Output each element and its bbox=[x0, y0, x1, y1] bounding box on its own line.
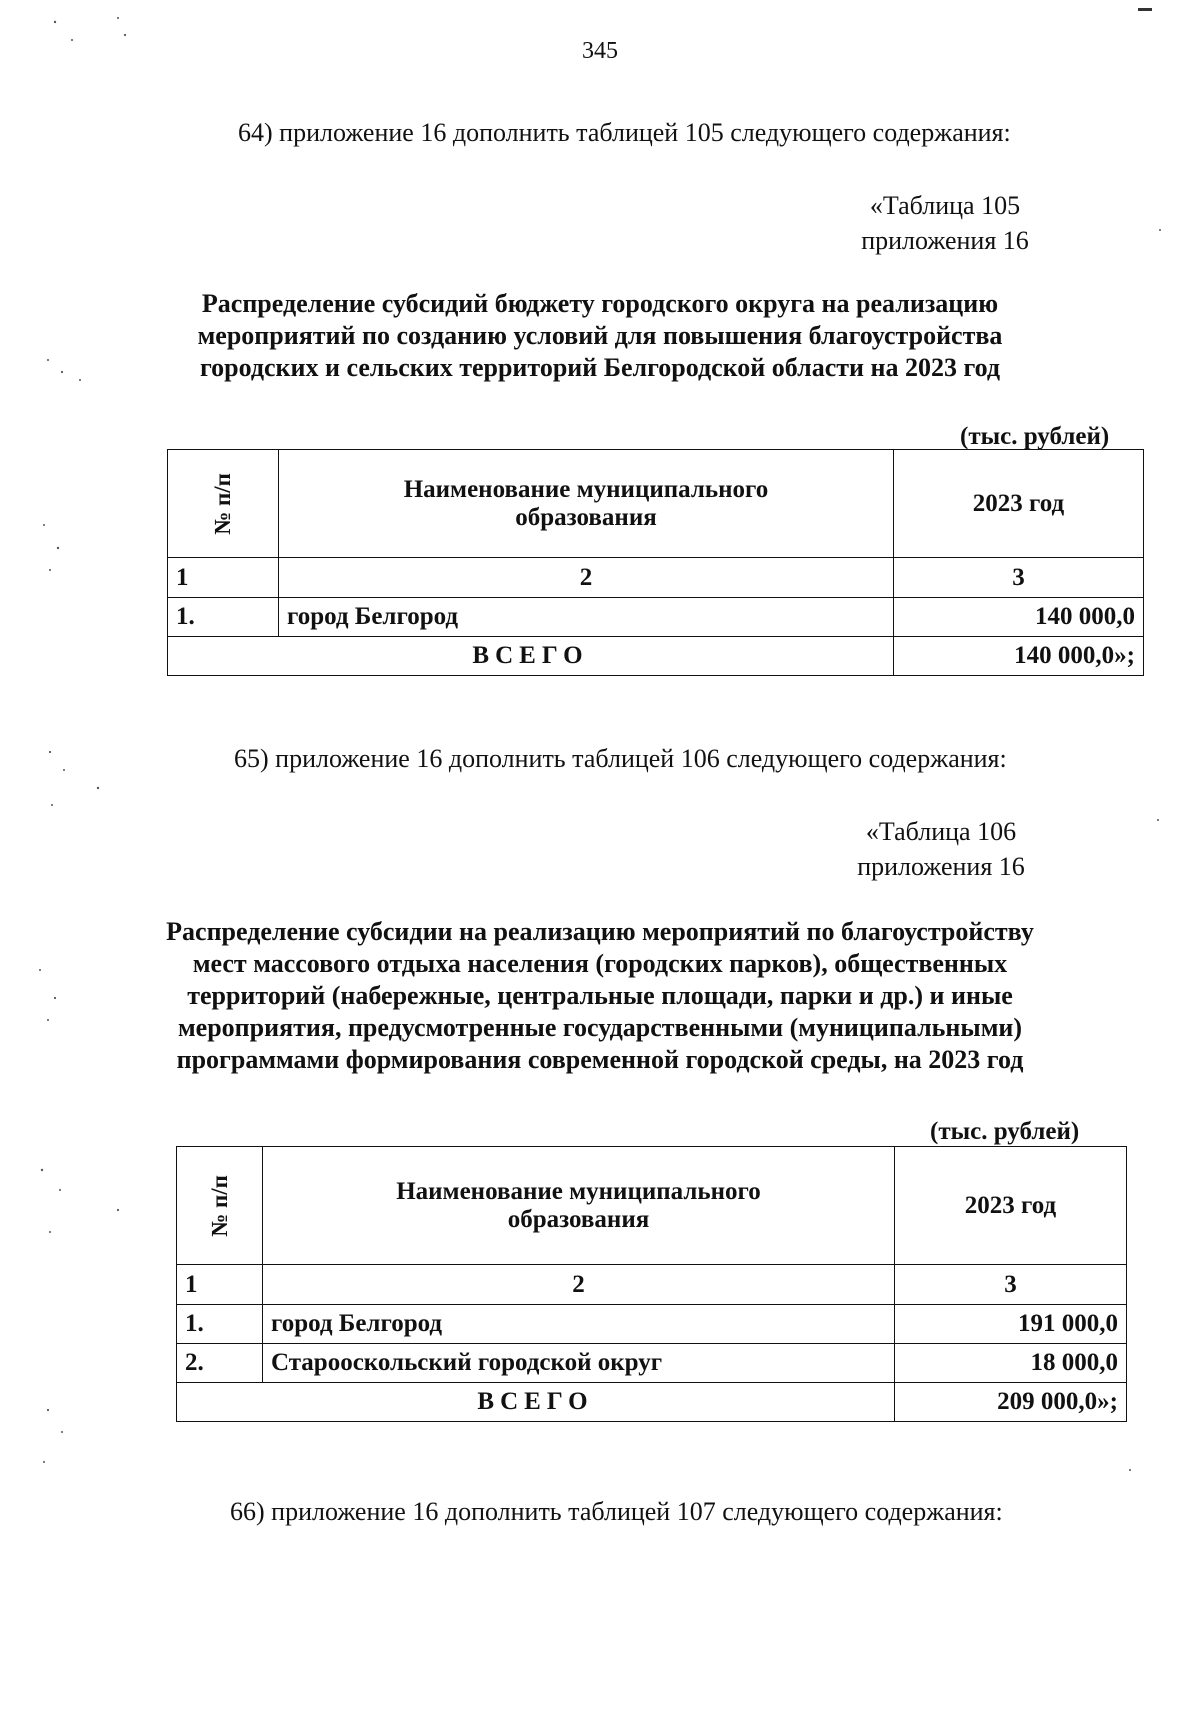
row-value: 140 000,0 bbox=[894, 598, 1144, 637]
header-year: 2023 год bbox=[895, 1147, 1127, 1265]
row-value: 191 000,0 bbox=[895, 1305, 1127, 1344]
row-number: 2. bbox=[177, 1344, 263, 1383]
section-intro-66: 66) приложение 16 дополнить таблицей 107 следующего содержания: bbox=[230, 1497, 1003, 1526]
row-municipality: Старооскольский городской округ bbox=[263, 1344, 895, 1383]
table-row bbox=[177, 1344, 1127, 1383]
table-reference-title: «Таблица 105 bbox=[869, 191, 1021, 220]
data-table-106 bbox=[176, 1146, 1127, 1422]
column-number-row bbox=[177, 1265, 1127, 1305]
row-value: 18 000,0 bbox=[895, 1344, 1127, 1383]
unit-label: (тыс. рублей) bbox=[930, 1118, 1080, 1145]
heading-line: городских и сельских территорий Белгородской области на 2023 год bbox=[199, 353, 1001, 382]
total-row bbox=[177, 1383, 1127, 1422]
row-municipality: город Белгород bbox=[263, 1305, 895, 1344]
heading-line: мероприятий по созданию условий для повышения благоустройства bbox=[197, 321, 1003, 350]
column-number: 3 bbox=[895, 1265, 1127, 1305]
total-label: ВСЕГО bbox=[177, 1383, 895, 1422]
header-row-number: № п/п bbox=[168, 450, 279, 558]
total-label: ВСЕГО bbox=[168, 637, 894, 676]
total-value: 140 000,0»; bbox=[894, 637, 1144, 676]
header-row-number: № п/п bbox=[177, 1147, 263, 1265]
data-table-105 bbox=[167, 449, 1144, 676]
table-header-row bbox=[168, 450, 1144, 558]
column-number-row bbox=[168, 558, 1144, 598]
table-reference-appendix: приложения 16 bbox=[857, 852, 1025, 881]
heading-line: территорий (набережные, центральные площади, парки и др.) и иные bbox=[187, 981, 1013, 1010]
heading-line: Распределение субсидии на реализацию мероприятий по благоустройству bbox=[166, 917, 1034, 946]
page-number: 345 bbox=[582, 38, 618, 64]
table-reference-title: «Таблица 106 bbox=[865, 817, 1017, 846]
heading-line: программами формирования современной городской среды, на 2023 год bbox=[176, 1045, 1024, 1074]
total-row bbox=[168, 637, 1144, 676]
header-municipality: Наименование муниципального образования bbox=[263, 1147, 895, 1265]
heading-line: мероприятия, предусмотренные государственными (муниципальными) bbox=[177, 1013, 1023, 1042]
table-reference-105 bbox=[850, 188, 1040, 258]
heading-line: Распределение субсидий бюджету городского округа на реализацию bbox=[201, 289, 999, 318]
table-reference-appendix: приложения 16 bbox=[861, 226, 1029, 255]
table-row bbox=[177, 1305, 1127, 1344]
row-municipality: город Белгород bbox=[279, 598, 894, 637]
column-number: 3 bbox=[894, 558, 1144, 598]
table-reference-106 bbox=[846, 814, 1036, 884]
total-value: 209 000,0»; bbox=[895, 1383, 1127, 1422]
table-heading-105 bbox=[0, 288, 1200, 384]
header-municipality: Наименование муниципального образования bbox=[279, 450, 894, 558]
column-number: 1 bbox=[177, 1265, 263, 1305]
heading-line: мест массового отдыха населения (городских парков), общественных bbox=[192, 949, 1008, 978]
header-year: 2023 год bbox=[894, 450, 1144, 558]
unit-label: (тыс. рублей) bbox=[960, 423, 1110, 450]
row-number: 1. bbox=[168, 598, 279, 637]
table-heading-106 bbox=[0, 916, 1200, 1076]
column-number: 2 bbox=[279, 558, 894, 598]
section-intro-64: 64) приложение 16 дополнить таблицей 105 следующего содержания: bbox=[238, 118, 1011, 147]
column-number: 1 bbox=[168, 558, 279, 598]
section-intro-65: 65) приложение 16 дополнить таблицей 106 следующего содержания: bbox=[234, 744, 1007, 773]
table-header-row bbox=[177, 1147, 1127, 1265]
table-row bbox=[168, 598, 1144, 637]
column-number: 2 bbox=[263, 1265, 895, 1305]
row-number: 1. bbox=[177, 1305, 263, 1344]
